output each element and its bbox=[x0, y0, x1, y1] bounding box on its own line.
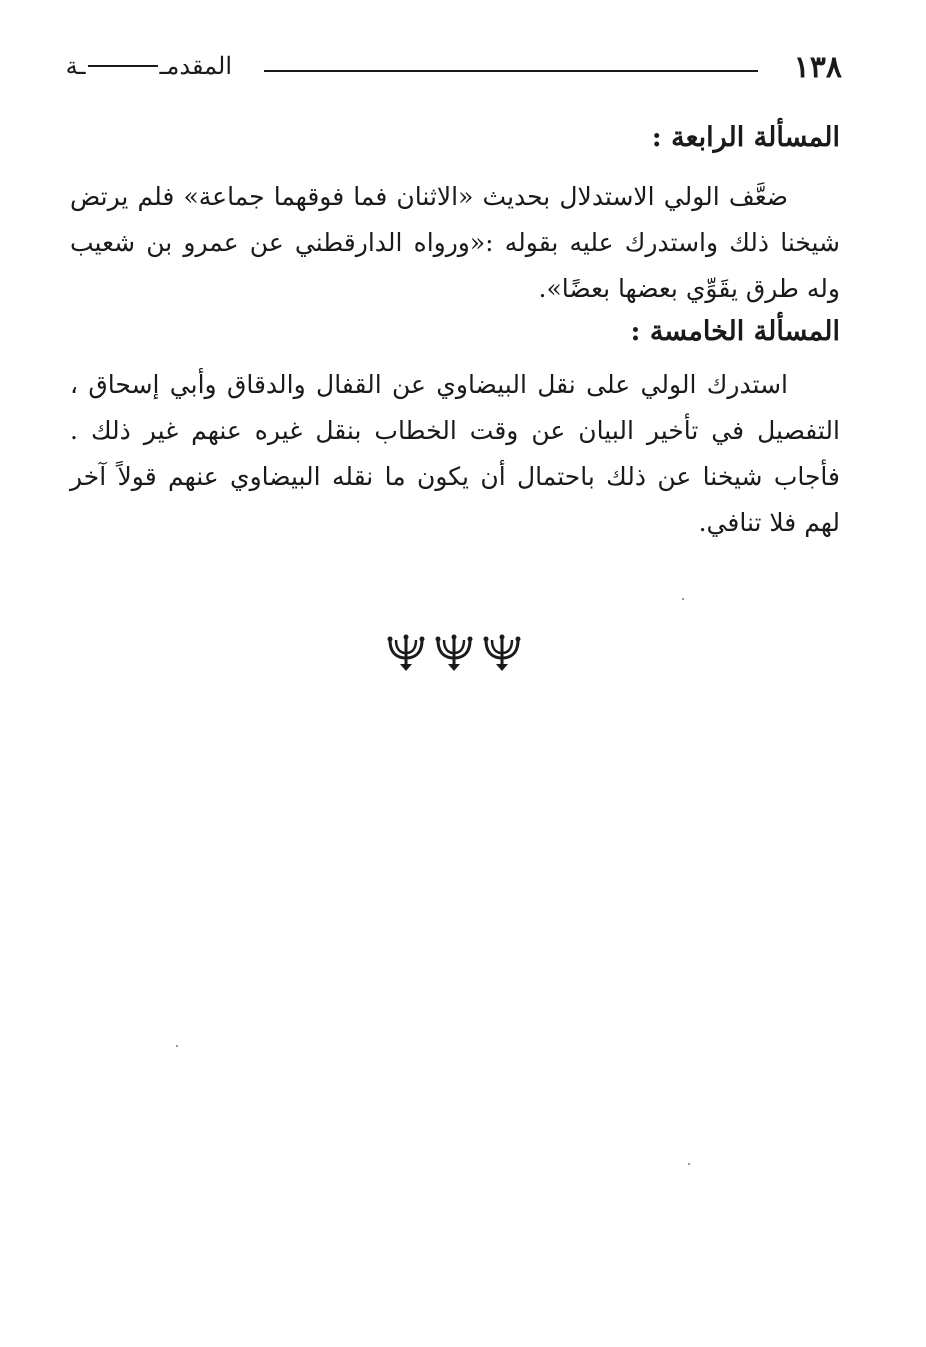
ornament-leaf bbox=[436, 635, 473, 672]
paper-speck bbox=[176, 1045, 178, 1047]
page-number: ١٣٨ bbox=[793, 50, 842, 85]
floral-ornament-icon bbox=[384, 634, 524, 674]
section-4-paragraph: ضعَّف الولي الاستدلال بحديث «الاثنان فما فوقهما جماعة» فلم يرتض شيخنا ذلك واستدرك عليه بقوله :«ورواه الدارقطني عن عمرو بن شعيب وله طرق يقَوِّي بعضها بعضًا». bbox=[70, 182, 840, 303]
section-5-body-block bbox=[70, 362, 840, 546]
section-5-paragraph: استدرك الولي على نقل البيضاوي عن القفال والدقاق وأبي إسحاق ، التفصيل في تأخير البيان عن وقت الخطاب بنقل غيره عنهم غير ذلك . فأجاب شيخنا عن ذلك باحتمال أن يكون ما نقله البيضاوي عنهم قولاً آخر لهم فلا تنافي. bbox=[70, 370, 840, 537]
section-4-body-block bbox=[70, 174, 840, 312]
paper-speck bbox=[682, 598, 684, 600]
section-5-heading: المسألة الخامسة : bbox=[630, 316, 840, 347]
paper-speck bbox=[688, 1163, 690, 1165]
chapter-title-kashida bbox=[88, 65, 158, 67]
section-5-heading-block bbox=[70, 312, 840, 352]
running-header bbox=[65, 50, 842, 90]
ornament-leaf bbox=[484, 635, 521, 672]
ornament-leaf bbox=[388, 635, 425, 672]
header-rule bbox=[264, 70, 758, 72]
chapter-title-start: المقدمـ bbox=[159, 52, 232, 80]
section-4-heading: المسألة الرابعة : bbox=[651, 122, 840, 153]
section-4-heading-block bbox=[70, 118, 840, 158]
chapter-title-end: ـة bbox=[65, 52, 86, 80]
chapter-title bbox=[65, 52, 232, 80]
